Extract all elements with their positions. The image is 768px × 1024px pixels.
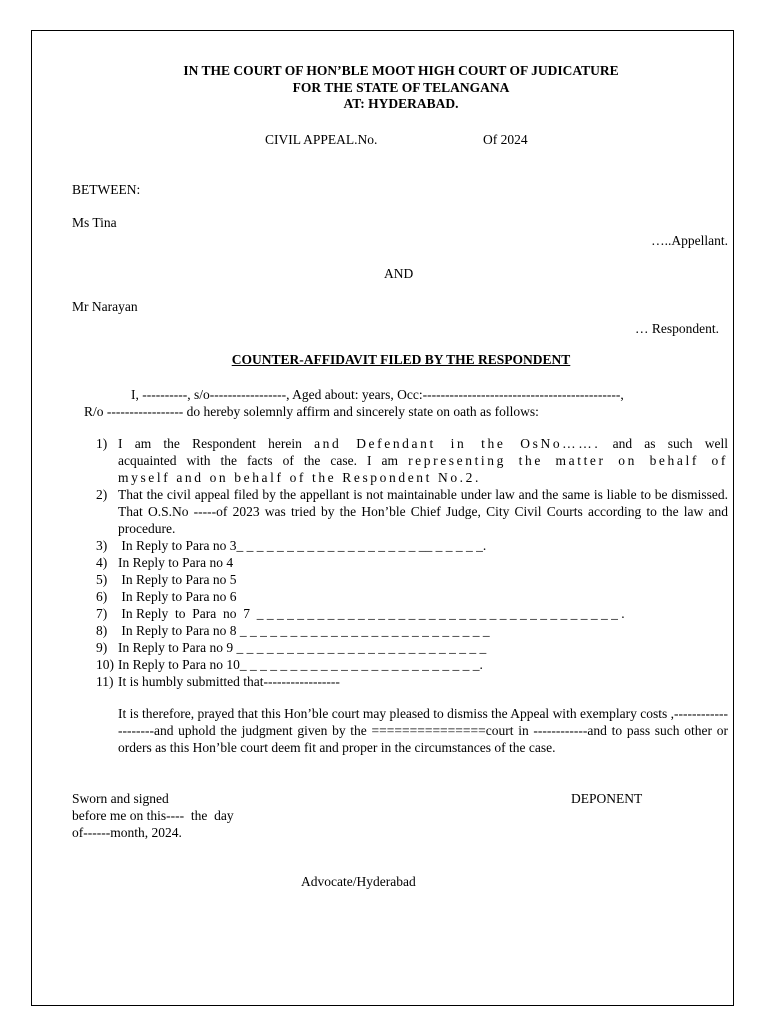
advocate-label: Advocate/Hyderabad [301,874,416,889]
item-number: 4) [96,555,108,570]
item-number: 9) [96,640,108,655]
appellant-role: …..Appellant. [651,233,728,248]
court-header-line3: AT: HYDERABAD. [343,96,459,111]
item-text: In Reply to Para no 8 _ _ _ _ _ _ _ _ _ _ _ _ _ _ _ _ _ _ _ _ _ _ _ _ _ [118,623,490,638]
list-item [96,554,728,571]
item-text: That the civil appeal filed by the appellant is not maintainable under law and the same is liable to be dismissed. That O.S.No -----of 2023 was tried by the Hon’ble Chief Judge, City Civil Courts according to the law and procedure. [118,487,728,536]
numbered-paragraphs [96,435,728,690]
item-text: and Defendant in the OsNo……. [314,436,601,451]
item-number: 6) [96,589,108,604]
item-number: 5) [96,572,108,587]
respondent-name: Mr Narayan [72,299,138,314]
sworn-line1: Sworn and signed [72,791,169,806]
list-item [96,605,728,622]
respondent-role: … Respondent. [635,321,719,336]
item-number: 10) [96,657,114,672]
item-text: In Reply to Para no 10_ _ _ _ _ _ _ _ _ _ _ _ _ _ _ _ _ _ _ _ _ _ _ _. [118,657,483,672]
intro-line2: R/o ----------------- do hereby solemnly affirm and sincerely state on oath as follows: [84,404,539,419]
list-item [96,588,728,605]
intro-line1: I, ----------, s/o-----------------, Aged about: years, Occ:--------------------------------------------, [131,387,624,402]
list-item [96,673,728,690]
and-label: AND [384,266,414,281]
list-item [96,537,728,554]
item-text: I am the Respondent herein [118,436,315,451]
prayer-paragraph: It is therefore, prayed that this Hon’ble court may pleased to dismiss the Appeal with exemplary costs ,--------------------and uphold the judgment given by the ===============court in ------------and to pass such other or orders as this Hon’ble court deem fit and proper in the circumstances of the case. [118,706,728,755]
sworn-line3: of------month, 2024. [72,825,182,840]
item-text: In Reply to Para no 3_ _ _ _ _ _ _ _ _ _ _ _ _ _ _ _ _ _ __ _ _ _ _ _. [118,538,487,553]
item-text: myself and on behalf of the Respondent No.2. [118,470,481,485]
document-heading: COUNTER-AFFIDAVIT FILED BY THE RESPONDENT [231,352,571,367]
item-text: and as such well [600,436,728,451]
appeal-year: Of 2024 [483,132,528,147]
between-label: BETWEEN: [72,182,141,197]
court-header-line2: FOR THE STATE OF TELANGANA [292,79,510,95]
court-header-line1: IN THE COURT OF HON’BLE MOOT HIGH COURT OF JUDICATURE [183,63,619,78]
list-item [96,486,728,537]
item-number: 7) [96,606,108,621]
list-item [96,622,728,639]
sworn-block [72,790,287,841]
item-number: 3) [96,538,108,553]
court-header [31,63,768,113]
appeal-number-label: CIVIL APPEAL.No. [265,132,378,147]
item-text: In Reply to Para no 9 _ _ _ _ _ _ _ _ _ _ _ _ _ _ _ _ _ _ _ _ _ _ _ _ _ [118,640,487,655]
list-item [96,571,728,588]
list-item [96,435,728,486]
item-text: In Reply to Para no 4 [118,555,234,570]
list-item [96,656,728,673]
deponent-label: DEPONENT [571,791,643,806]
item-text: representing the matter on behalf of [408,453,728,468]
item-number: 1) [96,436,108,451]
list-item [96,639,728,656]
item-number: 11) [96,674,114,689]
item-text: In Reply to Para no 6 [118,589,237,604]
appellant-name: Ms Tina [72,215,117,230]
sworn-line2: before me on this---- the day [72,808,234,823]
item-number: 8) [96,623,108,638]
item-text: It is humbly submitted that----------------- [118,674,340,689]
item-text: acquainted with the facts of the case. I am [118,453,409,468]
item-text: In Reply to Para no 5 [118,572,237,587]
item-text: In Reply to Para no 7 _ _ _ _ _ _ _ _ _ _ _ _ _ _ _ _ _ _ _ _ _ _ _ _ _ _ _ _ _ _ _ _ _ _ _ _ . [118,606,625,621]
item-number: 2) [96,487,108,502]
